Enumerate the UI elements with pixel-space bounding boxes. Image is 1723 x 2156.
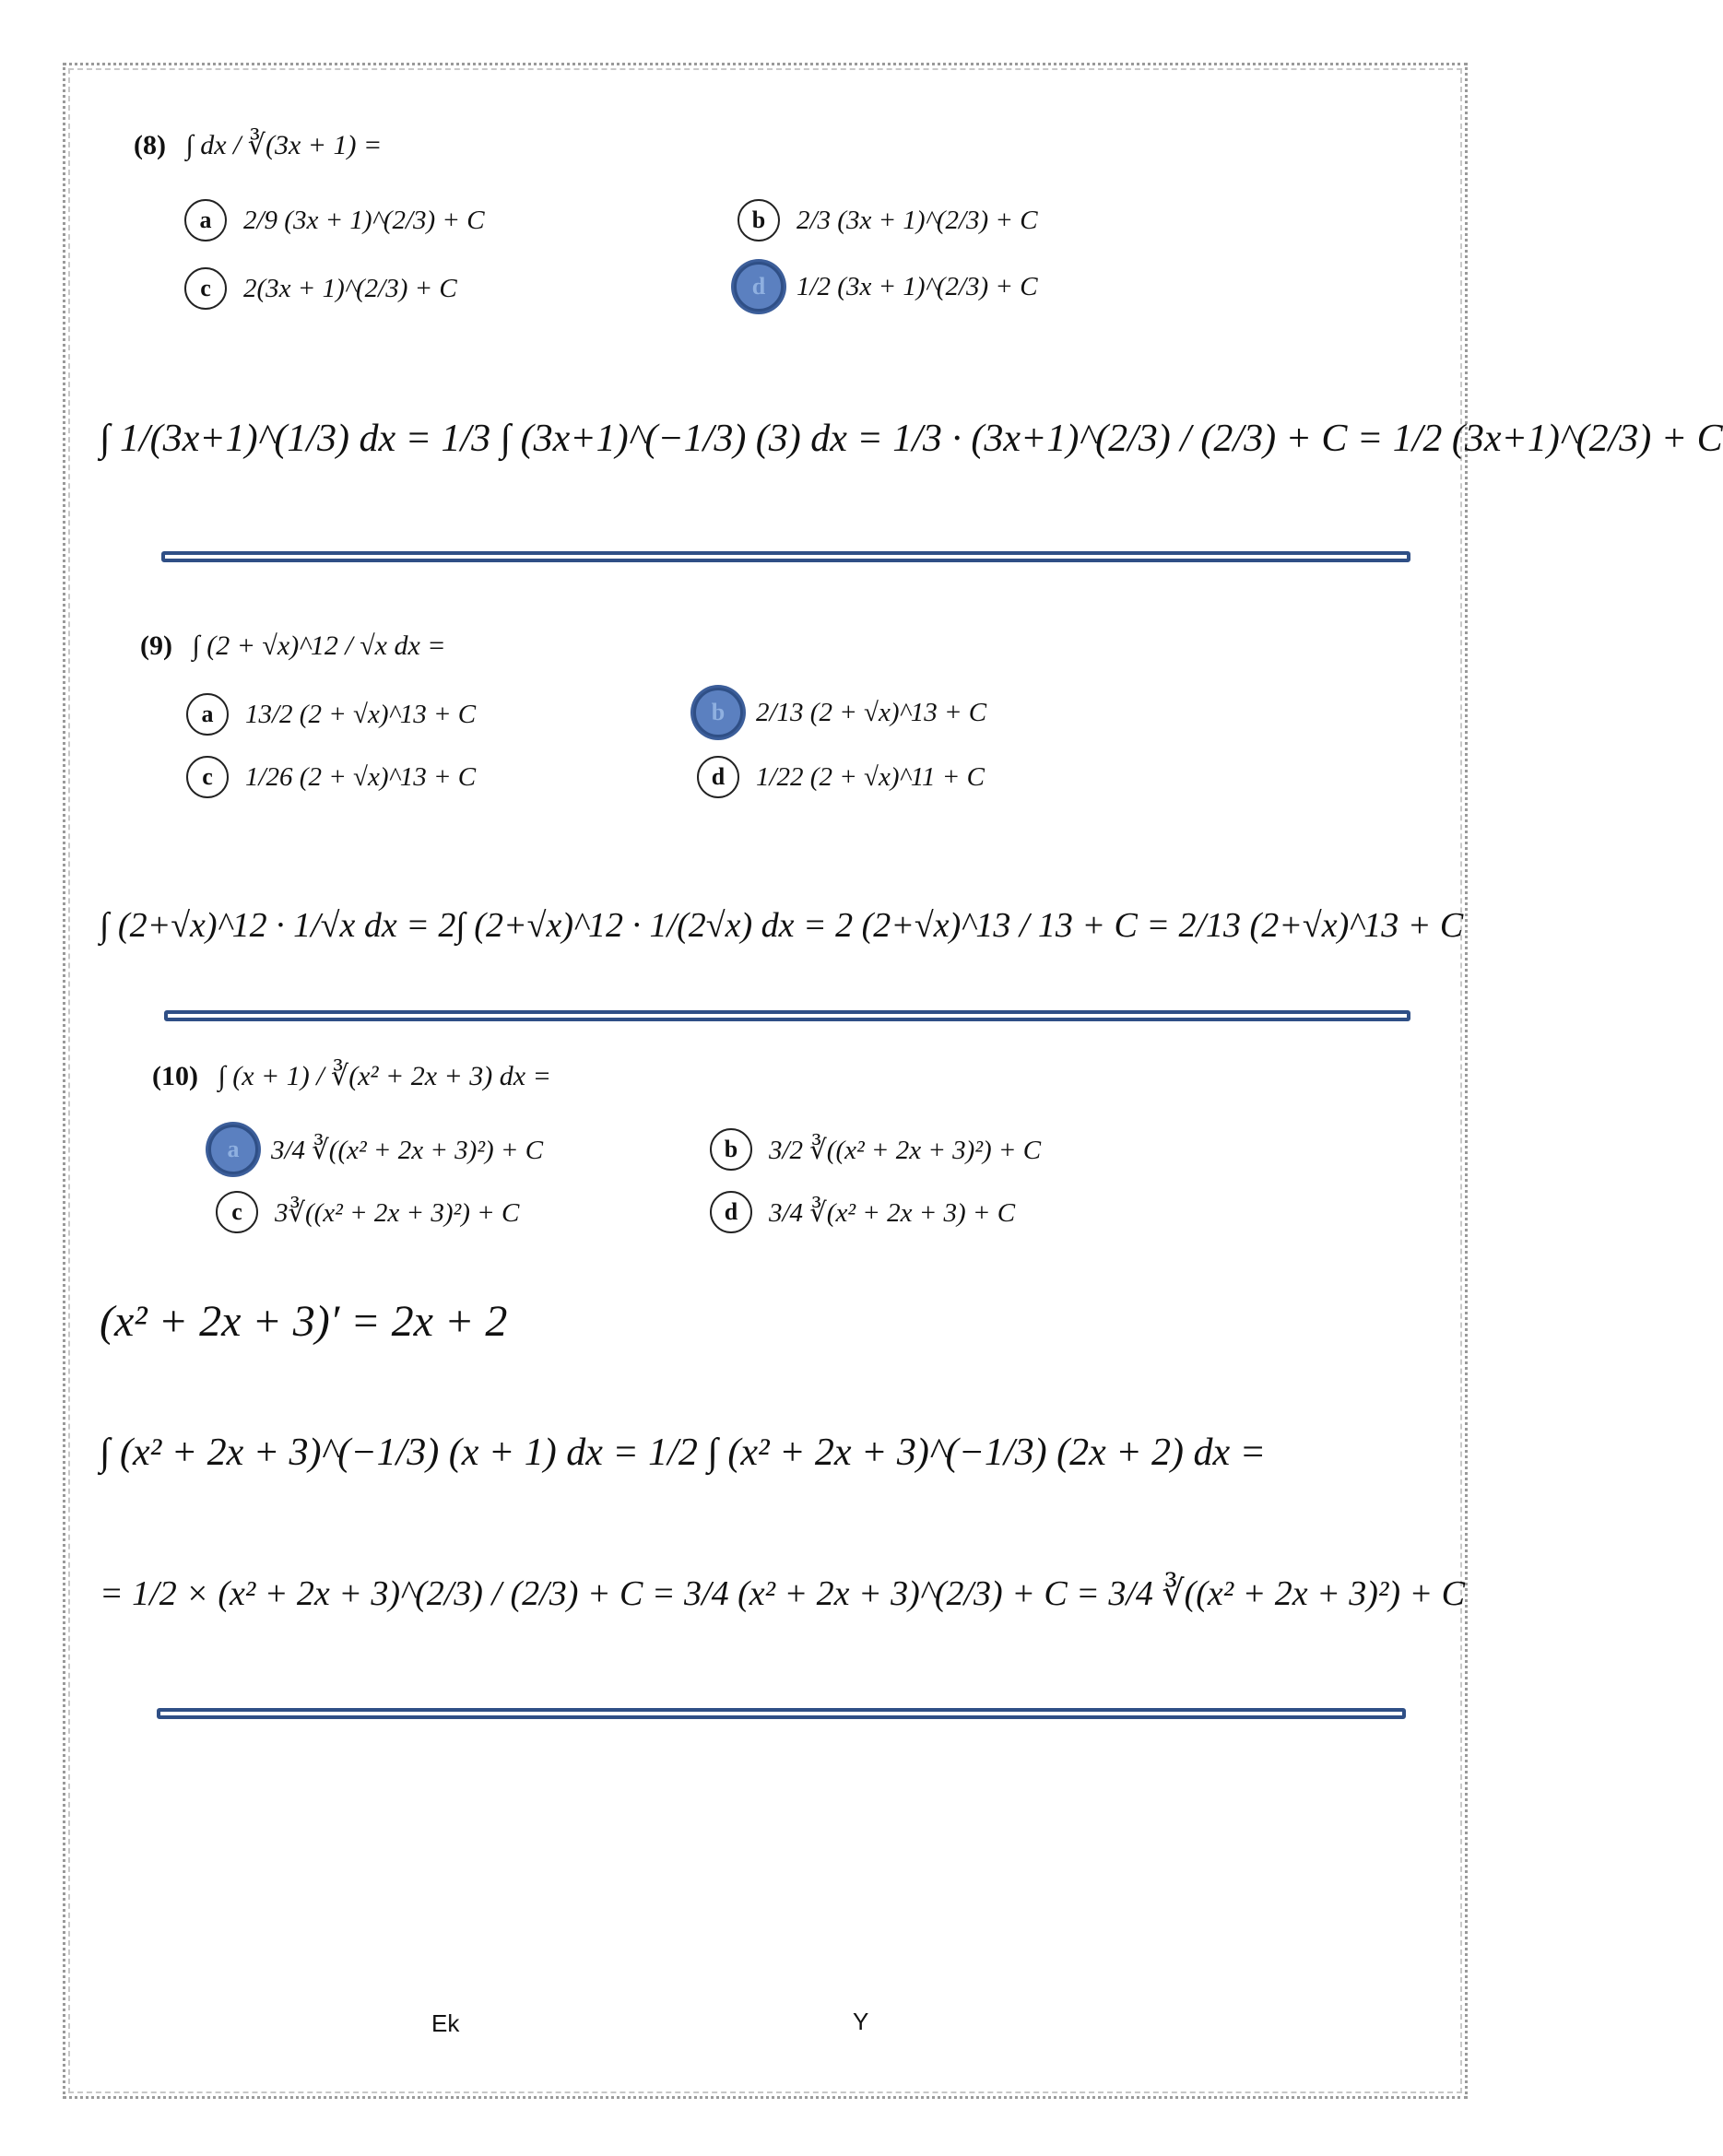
q10-option-c-bubble[interactable]: c: [216, 1191, 258, 1233]
q10-option-b-bubble[interactable]: b: [710, 1128, 752, 1171]
q9-option-d-text: 1/22 (2 + √x)^11 + C: [756, 761, 985, 792]
q8-option-a-text: 2/9 (3x + 1)^(2/3) + C: [243, 205, 485, 235]
q9-option-c-text: 1/26 (2 + √x)^13 + C: [245, 761, 477, 792]
q8-option-b-bubble[interactable]: b: [738, 199, 780, 242]
q8-option-d-bubble-selected[interactable]: d: [734, 262, 784, 312]
q9-option-d[interactable]: [697, 754, 985, 800]
question-10-number: (10): [152, 1061, 198, 1091]
q10-option-d-bubble[interactable]: d: [710, 1191, 752, 1233]
q8-solution: ∫ 1/(3x+1)^(1/3) dx = 1/3 ∫ (3x+1)^(−1/3) (3) dx = 1/3 · (3x+1)^(2/3) / (2/3) + C = 1/2 (3x+1)^(2/3) + C: [100, 418, 1723, 460]
footer-left-text: Ek: [431, 2009, 460, 2037]
q9-option-b[interactable]: [697, 689, 986, 736]
q10-option-a-text: 3/4 ∛((x² + 2x + 3)²) + C: [271, 1135, 544, 1165]
q10-option-c[interactable]: [216, 1189, 519, 1235]
q10-option-b-text: 3/2 ∛((x² + 2x + 3)²) + C: [769, 1135, 1042, 1165]
q9-solution: ∫ (2+√x)^12 · 1/√x dx = 2∫ (2+√x)^12 · 1/(2√x) dx = 2 (2+√x)^13 / 13 + C = 2/13 (2+√x)^13 + C: [100, 906, 1464, 945]
q9-option-b-bubble-selected[interactable]: b: [693, 688, 743, 737]
separator-bar-1: [161, 551, 1410, 562]
question-9-expression: ∫ (2 + √x)^12 / √x dx =: [192, 630, 446, 661]
q9-option-d-bubble[interactable]: d: [697, 756, 739, 798]
q9-option-c-bubble[interactable]: c: [186, 756, 229, 798]
q10-option-c-text: 3∛((x² + 2x + 3)²) + C: [275, 1197, 520, 1228]
q10-option-d-text: 3/4 ∛(x² + 2x + 3) + C: [769, 1197, 1016, 1228]
q10-solution-line-3: = 1/2 × (x² + 2x + 3)^(2/3) / (2/3) + C = 3/4 (x² + 2x + 3)^(2/3) + C = 3/4 ∛((x² + 2x + 3)²) + C: [100, 1574, 1465, 1613]
q8-option-d[interactable]: [738, 264, 1038, 310]
question-10-stem: [152, 1060, 551, 1092]
q10-option-a[interactable]: [212, 1126, 543, 1172]
q10-option-a-bubble-selected[interactable]: a: [208, 1125, 258, 1174]
q8-option-b-text: 2/3 (3x + 1)^(2/3) + C: [797, 205, 1038, 235]
q10-solution-line-2: ∫ (x² + 2x + 3)^(−1/3) (x + 1) dx = 1/2 ∫ (x² + 2x + 3)^(−1/3) (2x + 2) dx =: [100, 1431, 1267, 1474]
question-9-number: (9): [140, 630, 172, 661]
q8-option-c-bubble[interactable]: c: [184, 267, 227, 310]
q8-option-a[interactable]: [184, 197, 485, 243]
q9-option-a-text: 13/2 (2 + √x)^13 + C: [245, 699, 477, 729]
separator-bar-3: [157, 1708, 1406, 1719]
question-8-expression: ∫ dx / ∛(3x + 1) =: [185, 130, 383, 160]
separator-bar-2: [164, 1010, 1410, 1021]
q10-option-b[interactable]: [710, 1126, 1041, 1172]
q8-option-d-text: 1/2 (3x + 1)^(2/3) + C: [797, 271, 1038, 301]
q10-option-d[interactable]: [710, 1189, 1015, 1235]
question-8-number: (8): [134, 130, 166, 160]
q8-option-b[interactable]: [738, 197, 1038, 243]
q9-option-a-bubble[interactable]: a: [186, 693, 229, 736]
question-9-stem: [140, 630, 446, 662]
question-10-expression: ∫ (x + 1) / ∛(x² + 2x + 3) dx =: [218, 1061, 551, 1091]
q9-option-b-text: 2/13 (2 + √x)^13 + C: [756, 697, 987, 727]
q10-solution-line-1: (x² + 2x + 3)′ = 2x + 2: [100, 1297, 508, 1346]
q8-option-c[interactable]: [184, 265, 457, 312]
footer-right-text: Y: [853, 2008, 869, 2035]
q9-option-a[interactable]: [186, 691, 476, 737]
q9-option-c[interactable]: [186, 754, 476, 800]
q8-option-c-text: 2(3x + 1)^(2/3) + C: [243, 273, 457, 303]
question-8-stem: [134, 129, 382, 161]
q8-option-a-bubble[interactable]: a: [184, 199, 227, 242]
